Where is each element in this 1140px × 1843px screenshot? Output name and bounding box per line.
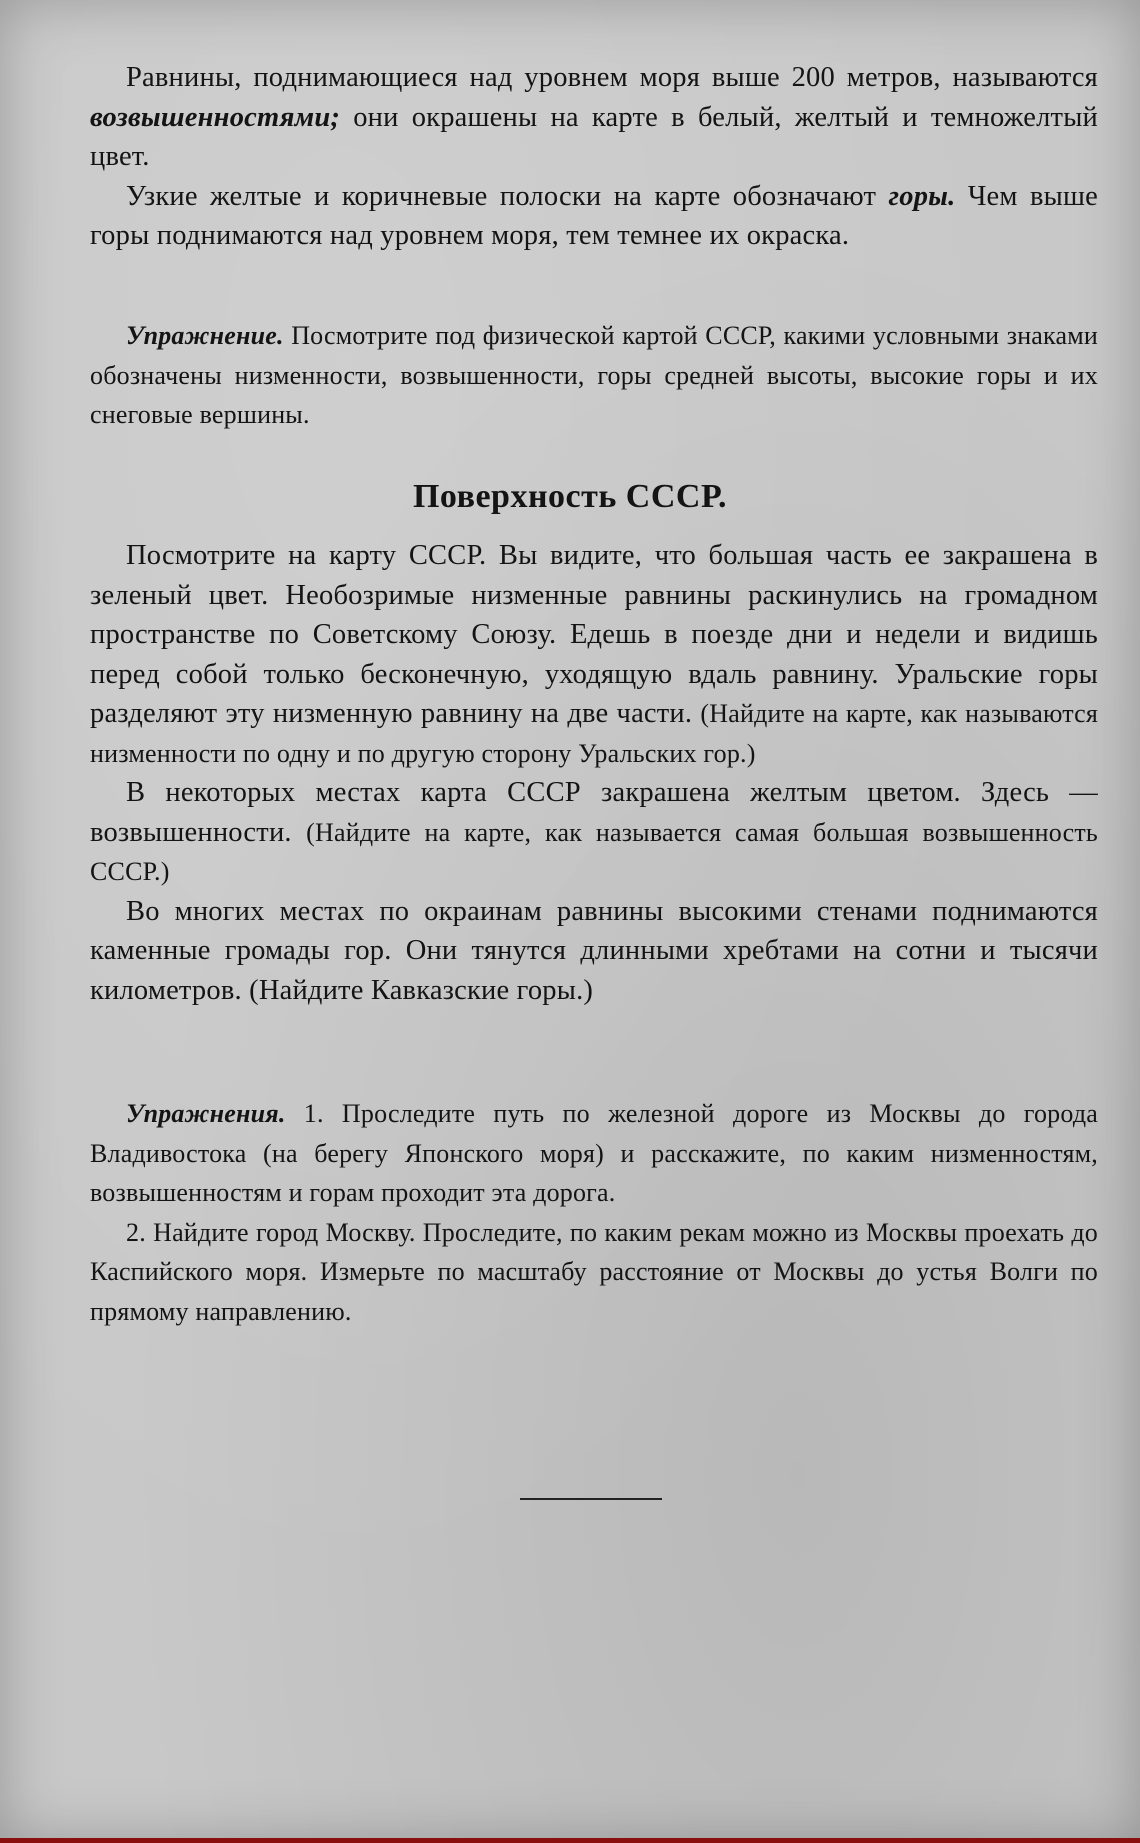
intro-paragraph-1 (90, 58, 1098, 177)
end-divider (520, 1498, 662, 1500)
intro-p2-after: Чем выше горы поднимаются над уровнем моря, тем темнее их окраска. (90, 180, 1098, 251)
section-p1-note: (Найдите на карте, как называются низменности по одну и по другую сторону Уральских гор.) (90, 699, 1099, 768)
term-mountains: горы. (888, 180, 956, 212)
intro-p1-after: они окрашены на карте в белый, желтый и темножелтый цвет. (90, 101, 1098, 172)
section-paragraph-1 (90, 536, 1098, 773)
intro-p1-before: Равнины, поднимающиеся над уровнем моря выше 200 метров, называются (126, 62, 1098, 93)
exercises-item-2: 2. Найдите город Москву. Проследите, по каким рекам можно из Москвы проехать до Каспийского моря. Измерьте по масштабу расстояние от Москвы до устья Волги по прямому направлению. (90, 1217, 1098, 1326)
page-bottom-edge (0, 1838, 1140, 1843)
section-p2-note: (Найдите на карте, как называется самая большая возвышенность СССР.) (90, 817, 1098, 886)
term-highlands: возвышенностями; (90, 101, 341, 133)
section-p1-main: Посмотрите на карту СССР. Вы видите, что большая часть ее закрашена в зеленый цвет. Необозримые низменные равнины раскинулись на громадном пространстве по Советскому Союзу. Едешь в поезде дни и недели и видишь перед собой только бесконечную, уходящую вдаль равнину. Уральские горы разделяют эту низменную равнину на две части. (90, 540, 1098, 729)
exercise-1-text: Посмотрите под физической картой СССР, какими условными знаками обозначены низменности, возвышенности, горы средней высоты, высокие горы и их снеговые вершины. (90, 321, 1098, 429)
exercise-1-label: Упражнение. (126, 321, 284, 350)
exercise-1 (90, 316, 1098, 435)
intro-paragraph-2 (90, 177, 1098, 256)
section-title: Поверхность СССР. (412, 478, 727, 515)
intro-p2-before: Узкие желтые и коричневые полоски на карте обозначают (126, 180, 889, 212)
section-p2-main: В некоторых местах карта СССР закрашена желтым цветом. Здесь — возвышенности. (90, 777, 1098, 848)
intro-text (90, 58, 1098, 256)
exercises (90, 1094, 1098, 1331)
exercises-item-1 (90, 1094, 1098, 1213)
exercise-1-paragraph (90, 316, 1098, 435)
exercises-label: Упражнения. (126, 1099, 286, 1128)
exercises-item-1-text: 1. Проследите путь по железной дороге из Москвы до города Владивостока (на берегу Японского моря) и расскажите, по каким низменностям, возвышенностям и горам проходит эта дорога. (90, 1099, 1098, 1207)
section-paragraph-2 (90, 773, 1098, 892)
section-paragraph-3: Во многих местах по окраинам равнины высокими стенами поднимаются каменные громады гор. Они тянутся длинными хребтами на сотни и тысячи километров. (Найдите Кавказские горы.) (90, 895, 1098, 1006)
section-body (90, 536, 1098, 1010)
